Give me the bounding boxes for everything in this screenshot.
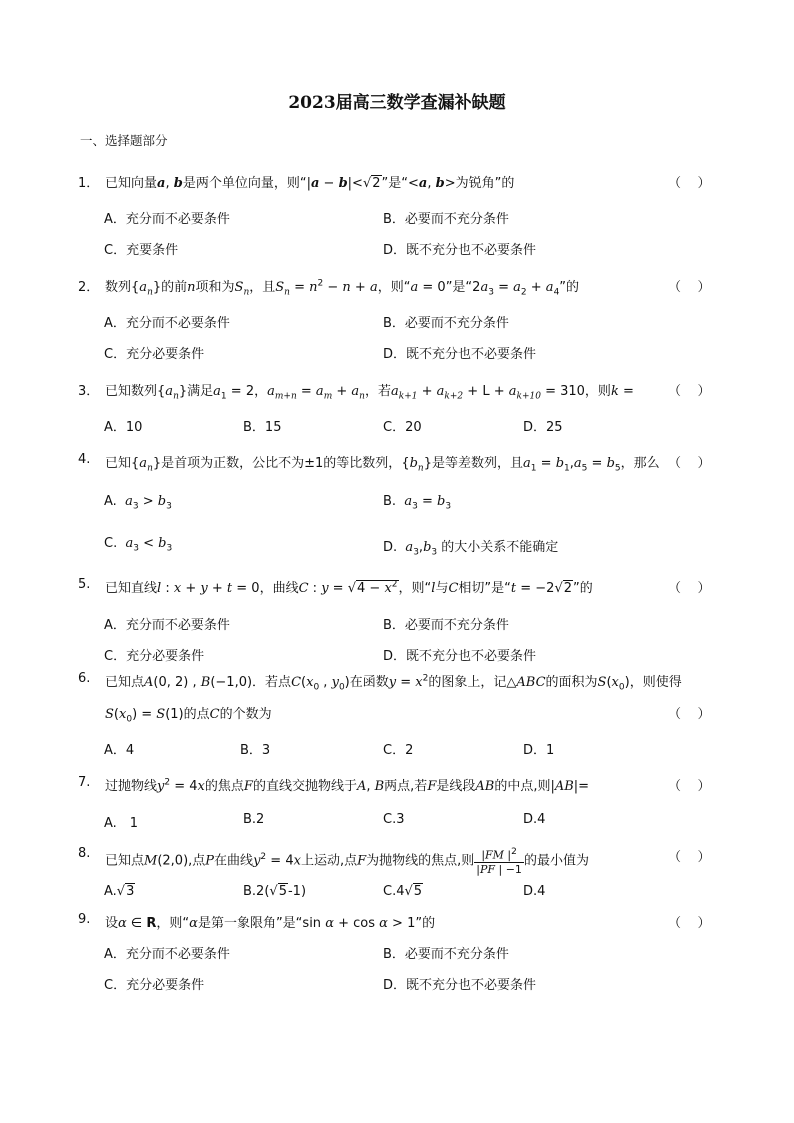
option-b: B．15 (243, 420, 282, 435)
option-a: A.√3 (104, 884, 135, 899)
option-b: B．3 (240, 743, 271, 758)
option-c: C.4√5 (383, 884, 423, 899)
option-d: D．25 (523, 420, 563, 435)
option-b: B．必要而不充分条件 (383, 212, 509, 227)
option-a: A．充分而不必要条件 (104, 947, 230, 962)
option-b: B. $a_3 = b_3$ (383, 494, 452, 512)
question-stem: 过抛物线$y^2 = 4x$的焦点F的直线交抛物线于A, B两点,若F是线段AB的中点,则|AB|= (105, 777, 590, 794)
option-d: D．1 (523, 743, 555, 758)
question-number: 8. (78, 846, 91, 861)
option-d: D.4 (523, 812, 546, 827)
option-c: C. $a_3 < b_3$ (104, 536, 173, 554)
question-stem: 已知点M(2,0),点P在曲线$y^2 = 4x$上运动,点F为抛物线的焦点,则 $\frac{|FM |^2}{|PF | -1}$ 的最小值为 (105, 847, 589, 876)
option-d: D．既不充分也不必要条件 (383, 347, 537, 362)
page-title: 2023届高三数学查漏补缺题 (288, 93, 506, 113)
option-a: A．10 (104, 420, 143, 435)
question-stem: 已知向量a, b是两个单位向量，则“|a − b|<√2”是“<a, b>为锐角”的 (105, 176, 515, 191)
question-number: 7. (78, 775, 91, 790)
option-a: A．充分而不必要条件 (104, 618, 230, 633)
question-stem: 设α ∈ R，则“α是第一象限角”是“sin α + cos α > 1”的 (105, 916, 436, 931)
option-a: A. 1 (104, 816, 139, 831)
question-number: 9. (78, 912, 91, 927)
answer-blank: （ ） (668, 456, 711, 471)
option-c: C．充要条件 (104, 243, 179, 258)
option-c: C．充分必要条件 (104, 649, 205, 664)
fraction: $\frac{|FM |^2}{|PF | -1}$ (476, 847, 522, 876)
option-d: D．既不充分也不必要条件 (383, 243, 537, 258)
option-b: B.2 (243, 812, 265, 827)
answer-blank: （ ） (668, 850, 711, 865)
option-b: B．必要而不充分条件 (383, 316, 509, 331)
answer-blank: （ ） (668, 280, 711, 295)
option-a: A．4 (104, 743, 135, 758)
option-c: C．20 (383, 420, 422, 435)
answer-blank: （ ） (668, 779, 711, 794)
option-b: B．必要而不充分条件 (383, 947, 509, 962)
option-a: A．充分而不必要条件 (104, 212, 230, 227)
option-c: C．2 (383, 743, 414, 758)
option-d: D.4 (523, 884, 546, 899)
answer-blank: （ ） (668, 707, 711, 722)
option-c: C．充分必要条件 (104, 978, 205, 993)
option-d: D. $a_3,b_3$ 的大小关系不能确定 (383, 540, 559, 558)
option-c: C．充分必要条件 (104, 347, 205, 362)
question-stem: 已知直线l : x + y + t = 0，曲线C : $y = √4 - x^2$，则“l与C相切”是“t = −2√2”的 (105, 579, 593, 596)
question-stem: 已知$\{a_n\}$是首项为正数，公比不为±1的等比数列，$\{b_n\}$是等差数列，且$a_1 = b_1,a_5 = b_5$，那么 (105, 456, 660, 474)
option-d: D．既不充分也不必要条件 (383, 649, 537, 664)
option-b: B．必要而不充分条件 (383, 618, 509, 633)
question-stem: 数列$\{a_n\}$的前n项和为$S_n$，且$S_n = n^2 - n + a$，则“a = 0”是“$2a_3 = a_2 + a_4$”的 (105, 278, 580, 298)
option-b: B.2(√5-1) (243, 884, 307, 899)
option-c: C.3 (383, 812, 405, 827)
question-number: 2． (78, 280, 100, 295)
section-heading: 一、选择题部分 (80, 133, 168, 148)
question-stem-continued: $S(x_0) = S(1)$的点C的个数为 (105, 707, 272, 725)
option-a: A. $a_3 > b_3$ (104, 494, 172, 512)
question-stem: 已知点A(0, 2) , B(−1,0)．若点$C(x_0$ , $y_0$)在函数$y = x^2$的图象上，记△ABC的面积为$S(x_0)$，则使得 (105, 673, 682, 693)
question-number: 5. (78, 577, 91, 592)
answer-blank: （ ） (668, 176, 711, 191)
option-d: D．既不充分也不必要条件 (383, 978, 537, 993)
answer-blank: （ ） (668, 384, 711, 399)
question-number: 3． (78, 384, 100, 399)
answer-blank: （ ） (668, 581, 711, 596)
question-number: 4. (78, 452, 91, 467)
question-number: 6. (78, 671, 91, 686)
question-stem: 已知数列$\{a_n\}$满足$a_1 = 2$，$a_{m+n} = a_m + a_n$，若$a_{k+1} + a_{k+2} + L + a_{k+10} = 310$，则k = (105, 384, 634, 402)
option-a: A．充分而不必要条件 (104, 316, 230, 331)
question-number: 1． (78, 176, 100, 191)
answer-blank: （ ） (668, 916, 711, 931)
